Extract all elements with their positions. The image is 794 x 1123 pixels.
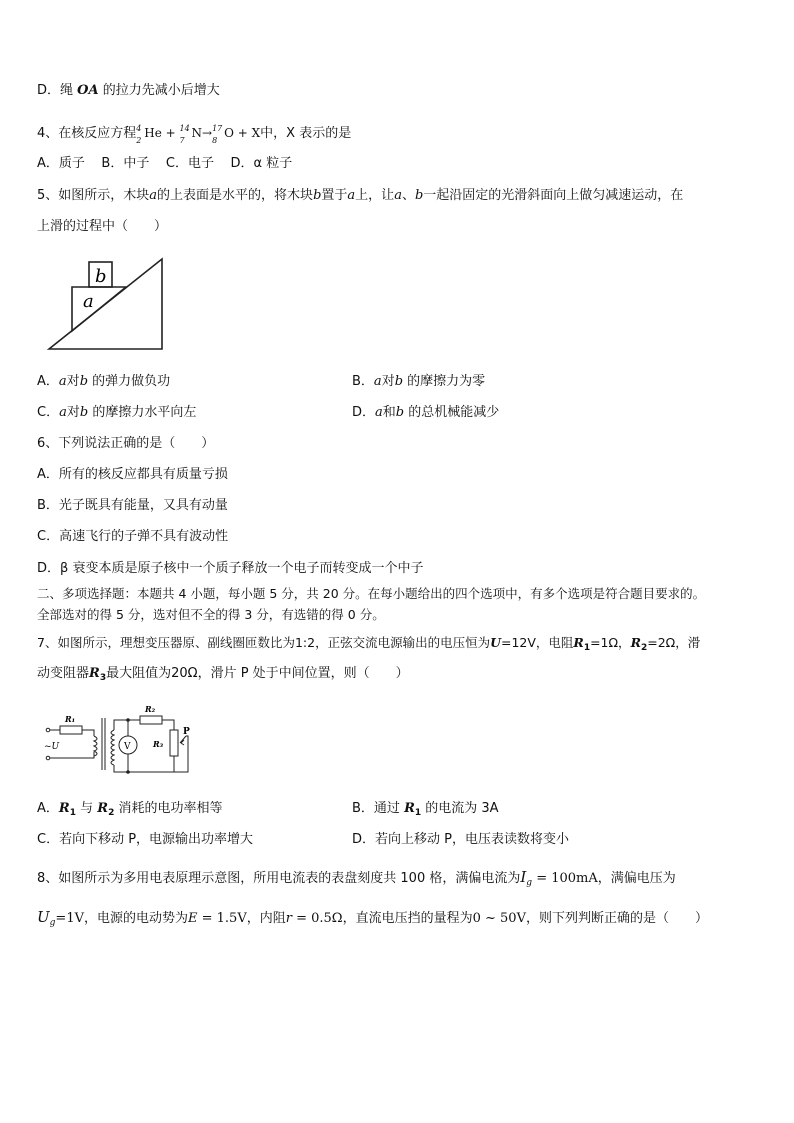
label-r2: R₂ bbox=[145, 704, 156, 714]
resistor-r2 bbox=[140, 716, 162, 724]
label-v: V bbox=[124, 742, 131, 752]
question-text: 中，X 表示的是 bbox=[260, 126, 352, 141]
q3-option-d bbox=[37, 82, 220, 100]
label-a: a bbox=[83, 291, 94, 312]
q7-stem-line2: 动变阻器$R_3$最大阻值为20Ω，滑片 P 处于中间位置，则（ ） bbox=[37, 666, 409, 683]
transformer-circuit-figure bbox=[38, 700, 198, 776]
o-symbol: O + X bbox=[224, 126, 261, 140]
q7-option-a: A．$R_1$ 与 $R_2$ 消耗的电功率相等 bbox=[37, 801, 223, 818]
q7-option-b: B．通过 $R_1$ 的电流为 3A bbox=[352, 801, 499, 818]
label-p: P bbox=[183, 727, 190, 737]
q6-option-c: C．高速飞行的子弹不具有波动性 bbox=[37, 529, 229, 544]
option-text: D．绳 bbox=[37, 83, 78, 98]
q5-option-b: B．a对b 的摩擦力为零 bbox=[352, 374, 486, 389]
q5-stem-line1: 5、如图所示，木块a的上表面是水平的，将木块b置于a上，让a、b一起沿固定的光滑斜面向上做匀减速运动，在 bbox=[37, 188, 684, 203]
q4-stem bbox=[37, 124, 351, 143]
resistor-r1 bbox=[60, 726, 82, 734]
option-text: 的拉力先减小后增大 bbox=[98, 83, 220, 98]
label-r3: R₃ bbox=[153, 739, 164, 749]
label-r1: R₁ bbox=[65, 714, 76, 724]
secondary-coil bbox=[111, 730, 114, 765]
block-a bbox=[72, 287, 126, 331]
n-symbol: N→ bbox=[191, 126, 213, 140]
incline-figure bbox=[46, 255, 166, 351]
q6-option-a: A．所有的核反应都具有质量亏损 bbox=[37, 467, 228, 482]
q7-options-row1 bbox=[37, 800, 757, 822]
he-numbers: 4 2 bbox=[136, 124, 142, 145]
q7-option-d: D．若向上移动 P，电压表读数将变小 bbox=[352, 832, 569, 847]
var-oa: OA bbox=[77, 83, 99, 98]
q8-stem-line2: $U_g=1V$，电源的电动势为E = 1.5V，内阻r = 0.5Ω，直流电压挡的量程为0 ~ 50V，则下列判断正确的是（ ） bbox=[37, 908, 708, 928]
q6-option-d: D．β 衰变本质是原子核中一个质子释放一个电子而转变成一个中子 bbox=[37, 561, 424, 576]
q5-options-row2 bbox=[37, 404, 757, 422]
q5-option-a: A．a对b 的弹力做负功 bbox=[37, 374, 171, 389]
q5-option-d: D．a和b 的总机械能减少 bbox=[352, 405, 500, 420]
o-numbers: 17 8 bbox=[212, 124, 223, 145]
resistor-r3 bbox=[170, 730, 178, 756]
question-text: 4、在核反应方程 bbox=[37, 126, 137, 141]
q5-options-row1 bbox=[37, 373, 757, 391]
label-u: ~U bbox=[44, 742, 60, 752]
he-symbol: He + bbox=[144, 126, 180, 140]
q6-option-b: B．光子既具有能量，又具有动量 bbox=[37, 498, 228, 513]
q7-stem-line1: 7、如图所示，理想变压器原、副线圈匝数比为1:2，正弦交流电源输出的电压恒为U=12V，电阻$R_1=1\Omega$，$R_2=2\Omega$，滑 bbox=[37, 635, 701, 653]
q5-option-c: C．a对b 的摩擦力水平向左 bbox=[37, 405, 197, 420]
section2-line1: 二、多项选择题：本题共 4 小题，每小题 5 分，共 20 分。在每小题给出的四个选项中，有多个选项是符合题目要求的。 bbox=[37, 586, 706, 601]
q7-options-row2 bbox=[37, 831, 757, 849]
label-b: b bbox=[95, 266, 107, 287]
section2-line2: 全部选对的得 5 分，选对但不全的得 3 分，有选错的得 0 分。 bbox=[37, 607, 385, 622]
q5-stem-line2: 上滑的过程中（ ） bbox=[37, 219, 168, 234]
q7-option-c: C．若向下移动 P，电源输出功率增大 bbox=[37, 832, 254, 847]
n-numbers: 14 7 bbox=[179, 124, 190, 145]
q4-options: A．质子 B．中子 C．电子 D．α 粒子 bbox=[37, 156, 293, 171]
q6-stem: 6、下列说法正确的是（ ） bbox=[37, 436, 215, 451]
q8-stem-line1: 8、如图所示为多用电表原理示意图，所用电流表的表盘刻度共 100 格，满偏电流为$I_g = 100mA$，满偏电压为 bbox=[37, 868, 676, 888]
